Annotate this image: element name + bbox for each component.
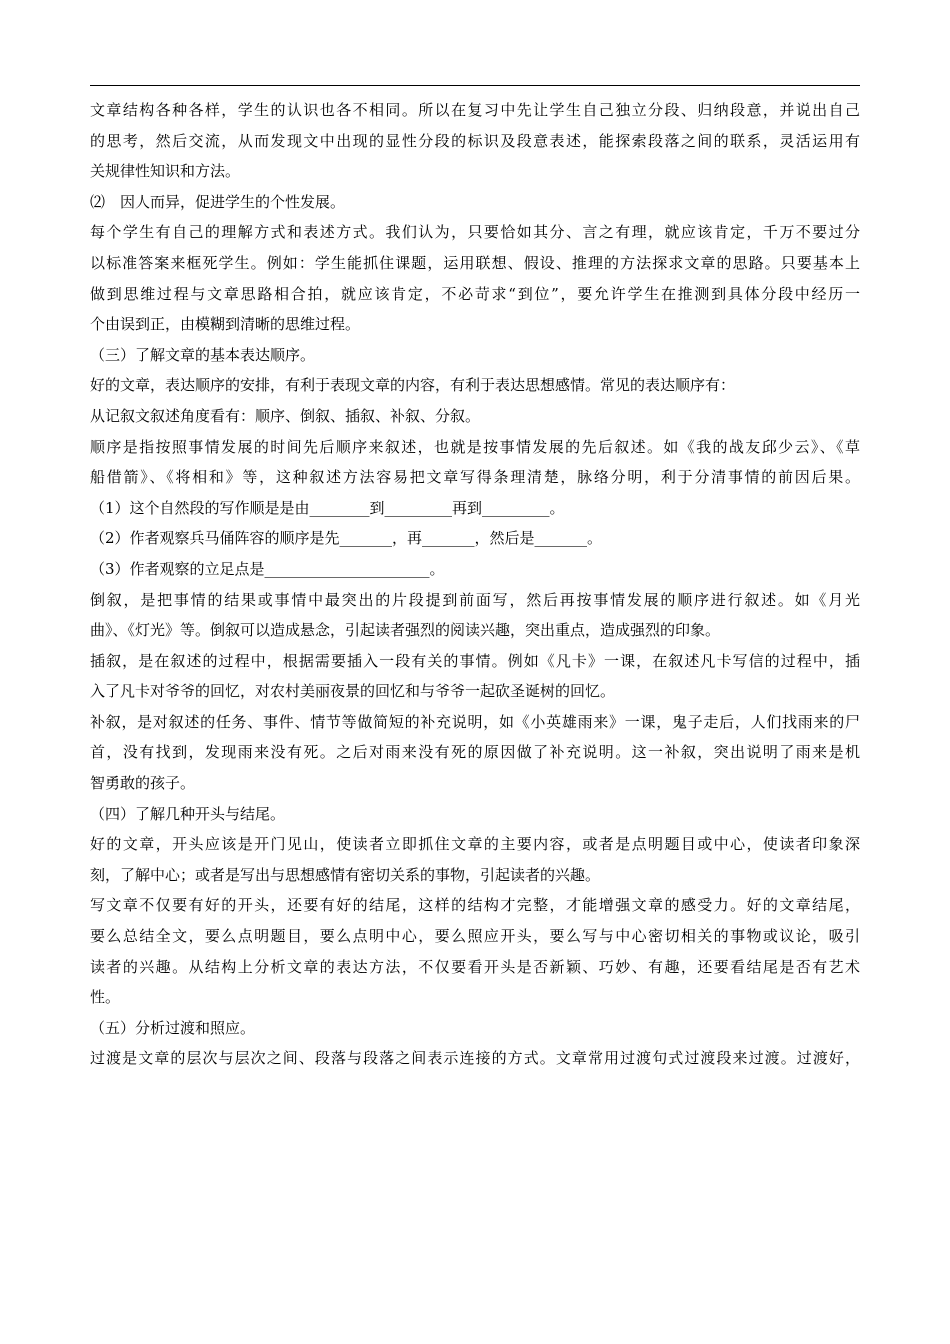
text-line: 倒叙，是把事情的结果或事情中最突出的片段提到前面写，然后再按事情发展的顺序进行叙述。如《月光 bbox=[90, 590, 860, 609]
text-line: 文章结构各种各样，学生的认识也各不相同。所以在复习中先让学生自己独立分段、归纳段意，并说出自己 bbox=[90, 101, 860, 119]
text-line: 每个学生有自己的理解方式和表述方式。我们认为，只要恰如其分、言之有理，就应该肯定，千万不要过分 bbox=[90, 223, 860, 242]
text-line: （3）作者观察的立足点是______________________。 bbox=[90, 559, 445, 578]
text-line: 智勇敢的孩子。 bbox=[90, 774, 196, 793]
text-line: 好的文章，开头应该是开门见山，使读者立即抓住文章的主要内容，或者是点明题目或中心，使读者印象深 bbox=[90, 835, 860, 854]
text-line: 做到思维过程与文章思路相合拍，就应该肯定，不必苛求“到位”，要允许学生在推测到具体分段中经历一 bbox=[90, 284, 860, 303]
text-line: （五）分析过渡和照应。 bbox=[90, 1018, 256, 1037]
text-line: ⑵ 因人而异，促进学生的个性发展。 bbox=[90, 192, 346, 211]
text-line: 读者的兴趣。从结构上分析文章的表达方法，不仅要看开头是否新颖、巧妙、有趣，还要看结尾是否有艺术 bbox=[90, 957, 860, 976]
text-line: 以标准答案来框死学生。例如：学生能抓住课题，运用联想、假设、推理的方法探求文章的思路。只要基本上 bbox=[90, 253, 860, 272]
text-line: 刻，了解中心；或者是写出与思想感情有密切关系的事物，引起读者的兴趣。 bbox=[90, 865, 601, 884]
document-body bbox=[90, 95, 860, 1074]
text-line: 性。 bbox=[90, 988, 121, 1007]
text-line: （四）了解几种开头与结尾。 bbox=[90, 804, 286, 823]
text-line: 首，没有找到，发现雨来没有死。之后对雨来没有死的原因做了补充说明。这一补叙，突出说明了雨来是机 bbox=[90, 743, 860, 762]
text-line: 补叙，是对叙述的任务、事件、情节等做简短的补充说明，如《小英雄雨来》一课，鬼子走后，人们找雨来的尸 bbox=[90, 712, 860, 731]
text-line: 船借箭》、《将相和》等，这种叙述方法容易把文章写得条理清楚，脉络分明，利于分清事情的前因后果。 bbox=[90, 468, 860, 487]
text-line: （1）这个自然段的写作顺是是由________到_________再到_________。 bbox=[90, 498, 565, 517]
text-line: 要么总结全文，要么点明题目，要么点明中心，要么照应开头，要么写与中心密切相关的事物或议论，吸引 bbox=[90, 927, 860, 946]
text-line: 过渡是文章的层次与层次之间、段落与段落之间表示连接的方式。文章常用过渡句式过渡段来过渡。过渡好， bbox=[90, 1049, 860, 1068]
text-line: 曲》、《灯光》等。倒叙可以造成悬念，引起读者强烈的阅读兴趣，突出重点，造成强烈的印象。 bbox=[90, 621, 721, 640]
text-line: 个由误到正，由模糊到清晰的思维过程。 bbox=[90, 315, 361, 334]
text-line: 顺序是指按照事情发展的时间先后顺序来叙述，也就是按事情发展的先后叙述。如《我的战友邱少云》、《草 bbox=[90, 437, 860, 456]
document-page bbox=[90, 0, 860, 1344]
text-line: 插叙，是在叙述的过程中，根据需要插入一段有关的事情。例如《凡卡》一课，在叙述凡卡写信的过程中，插 bbox=[90, 651, 860, 670]
header-rule bbox=[90, 85, 860, 86]
text-line: （2）作者观察兵马俑阵容的顺序是先_______，再_______，然后是_______。 bbox=[90, 529, 603, 548]
text-line: 关规律性知识和方法。 bbox=[90, 162, 241, 181]
text-line: 从记叙文叙述角度看有：顺序、倒叙、插叙、补叙、分叙。 bbox=[90, 406, 481, 425]
text-line: 的思考，然后交流，从而发现文中出现的显性分段的标识及段意表述，能探索段落之间的联系，灵活运用有 bbox=[90, 131, 860, 150]
text-line: 写文章不仅要有好的开头，还要有好的结尾，这样的结构才完整，才能增强文章的感受力。好的文章结尾， bbox=[90, 896, 860, 915]
text-line: 好的文章，表达顺序的安排，有利于表现文章的内容，有利于表达思想感情。常见的表达顺序有： bbox=[90, 376, 736, 395]
text-line: （三）了解文章的基本表达顺序。 bbox=[90, 345, 316, 364]
text-line: 入了凡卡对爷爷的回忆，对农村美丽夜景的回忆和与爷爷一起砍圣诞树的回忆。 bbox=[90, 682, 616, 701]
